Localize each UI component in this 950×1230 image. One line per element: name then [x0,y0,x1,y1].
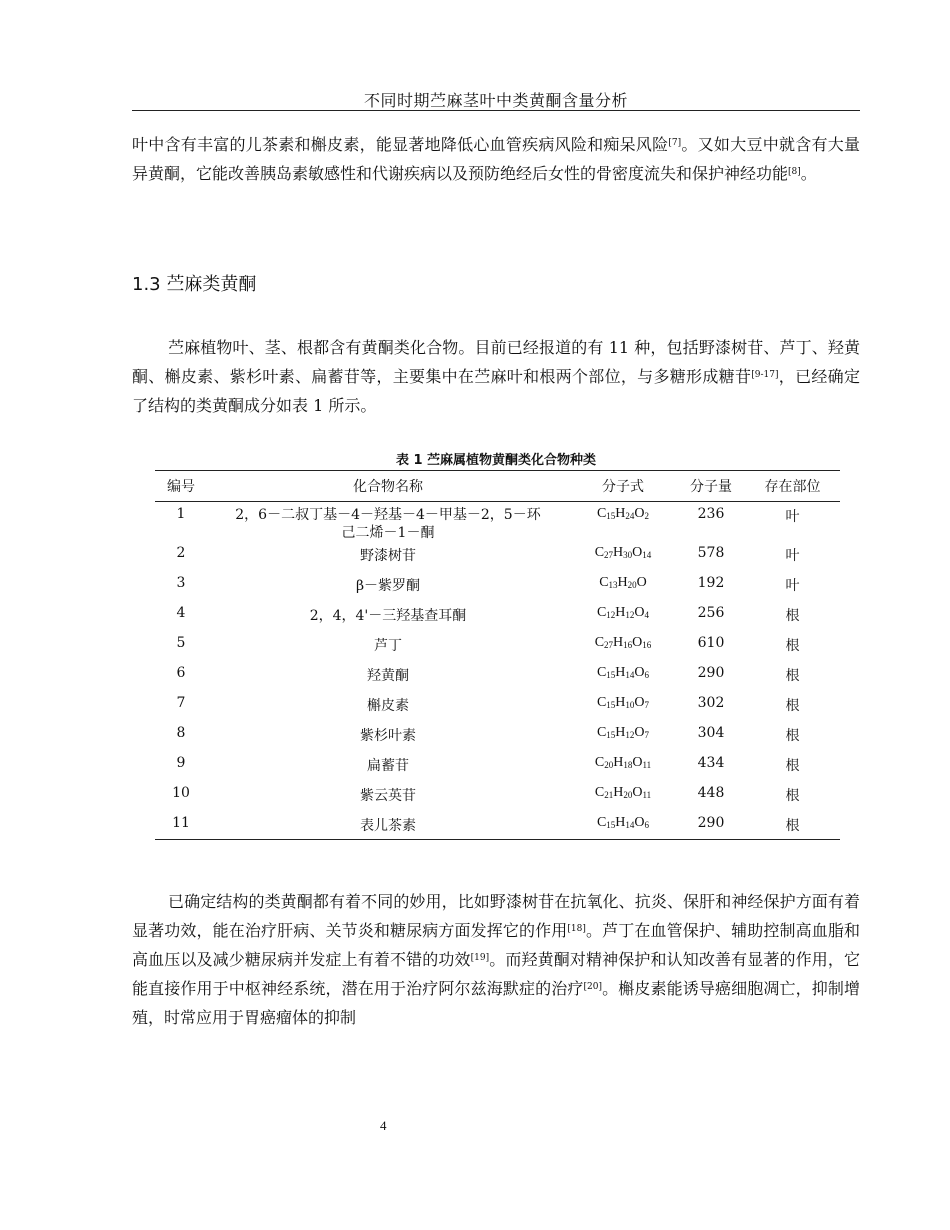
cell-number: 3 [176,575,186,591]
cell-location: 根 [785,758,800,774]
cell-location: 根 [785,608,800,624]
cell-location: 根 [745,812,840,840]
cell-molecular-weight: 610 [697,635,725,651]
table-row [155,662,840,692]
section-heading: 1.3 苎麻类黄酮 [132,274,257,295]
table-row [155,692,840,722]
cell-formula: $C_{15}H_{14}O_6$ [569,812,677,840]
citation-18: [18] [567,924,586,934]
table-row [155,542,840,572]
para3-text-3: 。而羟黄酮对精神保护和认知改善有显著的作用，它能直接作用于中枢神经系统，潜在用于治疗阿尔兹海默症的治疗 [132,950,860,998]
cell-number: 2 [176,545,186,561]
table-row [155,752,840,782]
cell-number: 10 [172,785,190,801]
cell-formula: $C_{20}H_{18}O_{11}$ [594,755,652,770]
col-header-formula: 分子式 [569,471,677,502]
header-rule [132,110,860,111]
cell-location: 根 [785,788,800,804]
cell-location: 根 [785,728,800,744]
paragraph-intro [132,130,860,188]
para1-text-1: 叶中含有丰富的儿茶素和槲皮素，能显著地降低心血管疾病风险和痴呆风险 [132,135,669,154]
col-header-number: 编号 [155,471,207,502]
cell-molecular-weight: 290 [677,812,745,840]
cell-formula: $C_{15}H_{12}O_7$ [596,725,650,740]
cell-molecular-weight: 448 [697,785,725,801]
cell-compound-name: 紫杉叶素 [360,728,416,744]
cell-molecular-weight: 256 [697,605,725,621]
cell-number: 11 [155,812,207,840]
cell-compound-name [207,502,569,543]
cell-molecular-weight: 434 [697,755,725,771]
para3-text-1: 已确定结构的类黄酮都有着不同的妙用，比如野漆树苷在抗氧化、抗炎、保肝和神经保护方面有着显著功效，能在治疗肝病、关节炎和糖尿病方面发挥它的作用 [132,892,860,940]
paragraph-flavonoids [132,333,860,420]
col-header-location: 存在部位 [745,471,840,502]
cell-number: 8 [176,725,186,741]
cell-compound-name: 野漆树苷 [360,548,416,564]
citation-7: [7] [668,138,682,148]
table-row [155,782,840,812]
running-header: 不同时期苎麻茎叶中类黄酮含量分析 [363,91,628,110]
table-caption: 表 1 苎麻属植物黄酮类化合物种类 [395,453,597,468]
para1-text-2: 。又如大豆中就含有大量异黄酮，它能改善胰岛素敏感性和代谢疾病以及预防绝经后女性的骨密度流失和保护神经功能 [132,135,860,183]
citation-20: [20] [583,982,602,992]
table-row [155,572,840,602]
cell-formula: $C_{15}H_{10}O_7$ [596,695,650,710]
cell-location: 根 [785,638,800,654]
cell-formula: $C_{12}H_{12}O_4$ [596,605,650,620]
cell-molecular-weight: 302 [697,695,725,711]
cell-molecular-weight: 290 [697,665,725,681]
cell-compound-name: 芦丁 [374,638,402,654]
cell-formula: $C_{13}H_{20}O$ [599,575,647,590]
name-line-2: 己二烯－1－酮 [341,525,435,541]
para2-text-2: ，已经确定了结构的类黄酮成分如表 1 所示。 [132,367,860,415]
cell-compound-name: 表儿茶素 [207,812,569,840]
cell-formula: $C_{15}H_{14}O_6$ [596,665,650,680]
cell-location: 叶 [785,578,800,594]
cell-compound-name: 槲皮素 [367,698,409,714]
citation-9-17: [9-17] [751,370,779,380]
para2-text-1: 苎麻植物叶、茎、根都含有黄酮类化合物。目前已经报道的有 11 种，包括野漆树苷、芦丁、羟黄酮、槲皮素、紫杉叶素、扁蓄苷等，主要集中在苎麻叶和根两个部位，与多糖形成糖苷 [132,338,860,386]
para3-text-4: 。槲皮素能诱导癌细胞凋亡，抑制增殖，时常应用于胃癌瘤体的抑制 [132,979,860,1027]
cell-number: 5 [176,635,186,651]
cell-compound-name: 扁蓄苷 [367,758,409,774]
cell-molecular-weight: 192 [697,575,725,591]
citation-8: [8] [788,167,801,177]
cell-molecular-weight: 304 [697,725,725,741]
table-row [155,632,840,662]
cell-compound-name: β－紫罗酮 [355,578,421,594]
cell-number: 1 [176,506,186,522]
cell-location: 叶 [785,548,800,564]
cell-location: 根 [785,668,800,684]
cell-compound-name: 羟黄酮 [367,668,409,684]
name-line-1: 2，6－二叔丁基－4－羟基－4－甲基－2，5－环 [235,507,541,523]
cell-molecular-weight: 236 [697,506,725,522]
table-row [155,722,840,752]
table-header-row [155,471,840,502]
cell-number: 7 [176,695,186,711]
cell-formula: $C_{27}H_{30}O_{14}$ [594,545,652,560]
cell-compound-name: 2，4，4'－三羟基查耳酮 [309,608,467,624]
page-number: 4 [380,1118,387,1133]
cell-number: 4 [176,605,186,621]
cell-location: 叶 [785,509,800,525]
cell-location: 根 [785,698,800,714]
cell-formula: $C_{21}H_{20}O_{11}$ [594,785,652,800]
table-row [155,502,840,543]
para1-text-3: 。 [800,164,817,183]
table-row [155,812,840,840]
cell-number: 9 [176,755,186,771]
para3-text-2: 。芦丁在血管保护、辅助控制高血脂和高血压以及减少糖尿病并发症上有着不错的功效 [132,921,860,969]
table-row [155,602,840,632]
cell-formula: $C_{15}H_{24}O_2$ [596,506,650,521]
paragraph-functions [132,887,860,1032]
cell-formula: $C_{27}H_{16}O_{16}$ [594,635,652,650]
cell-compound-name: 紫云英苷 [360,788,416,804]
col-header-molecular-weight: 分子量 [677,471,745,502]
col-header-compound-name: 化合物名称 [207,471,569,502]
citation-19: [19] [470,953,490,963]
compound-table [155,470,840,840]
cell-molecular-weight: 578 [697,545,725,561]
cell-number: 6 [176,665,186,681]
